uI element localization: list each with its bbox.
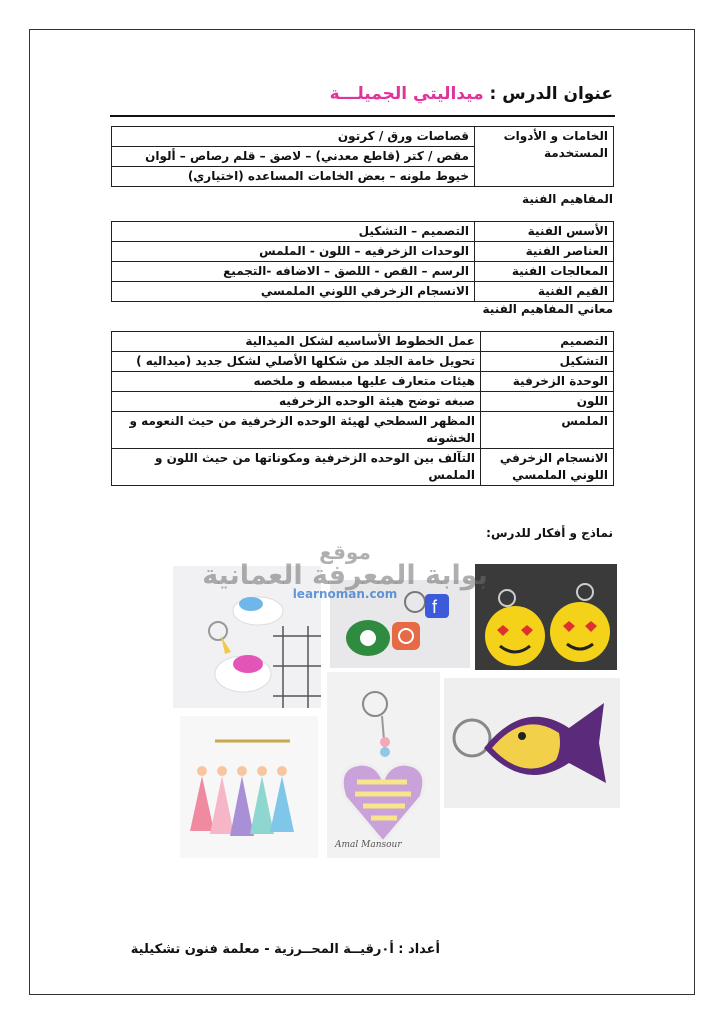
meaning-key: الوحدة الزخرفية — [481, 372, 614, 392]
title-underline — [110, 115, 615, 117]
app-icons-keychain-photo — [330, 580, 470, 668]
concept-value: التصميم – التشكيل — [112, 222, 475, 242]
meanings-table — [111, 331, 614, 486]
watermark-line: موقع — [319, 540, 371, 564]
meaning-value: التآلف بين الوحده الزخرفية ومكوناتها من حيث اللون و الملمس — [112, 449, 481, 486]
watermark-line: بوابة المعرفة العمانية — [202, 560, 488, 591]
meaning-key: الملمس — [481, 412, 614, 449]
meaning-value: عمل الخطوط الأساسيه لشكل الميدالية — [112, 332, 481, 352]
meaning-key: التشكيل — [481, 352, 614, 372]
meanings-heading: معاني المفاهيم الفنية — [482, 302, 613, 316]
concept-key: الأسس الفنية — [475, 222, 614, 242]
meaning-value: تحويل خامة الجلد من شكلها الأصلي لشكل جديد (ميداليه ) — [112, 352, 481, 372]
meaning-value: صبغه توضح هيئة الوحده الزخرفيه — [112, 392, 481, 412]
lesson-title — [330, 84, 613, 104]
models-heading: نماذج و أفكار للدرس: — [486, 526, 613, 540]
emoji-keychain-photo — [475, 564, 617, 670]
heart-keychain-photo — [327, 672, 440, 858]
concept-key: القيم الفنية — [475, 282, 614, 302]
concept-value: الانسجام الزخرفي اللوني الملمسي — [112, 282, 475, 302]
materials-header: الخامات و الأدوات المستخدمة — [475, 127, 614, 187]
materials-row: خيوط ملونه – بعض الخامات المساعده (اختياري) — [112, 167, 475, 187]
meaning-value: المظهر السطحي لهيئة الوحده الزخرفية من حيث النعومه و الخشونه — [112, 412, 481, 449]
artist-signature: Amal Mansour — [335, 840, 402, 850]
watermark-url: learnoman.com — [292, 587, 398, 601]
footer-author: أعداد : أ٠رقيــة المحــرزية - معلمة فنون تشكيلية — [130, 942, 440, 957]
lesson-title-label: عنوان الدرس : — [489, 84, 613, 104]
concept-key: المعالجات الفنية — [475, 262, 614, 282]
tassel-keychain-photo — [180, 716, 318, 858]
concept-value: الوحدات الزخرفيه – اللون - الملمس — [112, 242, 475, 262]
fish-keychain-photo — [444, 678, 620, 808]
meaning-key: اللون — [481, 392, 614, 412]
concepts-table — [111, 221, 614, 302]
concept-key: العناصر الفنية — [475, 242, 614, 262]
meaning-key: التصميم — [481, 332, 614, 352]
unicorn-keychain-photo — [173, 566, 321, 708]
materials-row: قصاصات ورق / كرتون — [112, 127, 475, 147]
concept-value: الرسم – القص - اللصق – الاضافه -التجميع — [112, 262, 475, 282]
meaning-key: الانسجام الزخرفي اللوني الملمسي — [481, 449, 614, 486]
concepts-heading: المفاهيم الفنية — [522, 192, 613, 206]
lesson-title-name: ميداليتي الجميلـــة — [329, 84, 484, 104]
materials-table — [111, 126, 614, 187]
svg-text:f: f — [432, 597, 438, 617]
materials-row: مقص / كتر (قاطع معدني) – لاصق – قلم رصاص – ألوان — [112, 147, 475, 167]
meaning-value: هيئات متعارف عليها مبسطه و ملخصه — [112, 372, 481, 392]
